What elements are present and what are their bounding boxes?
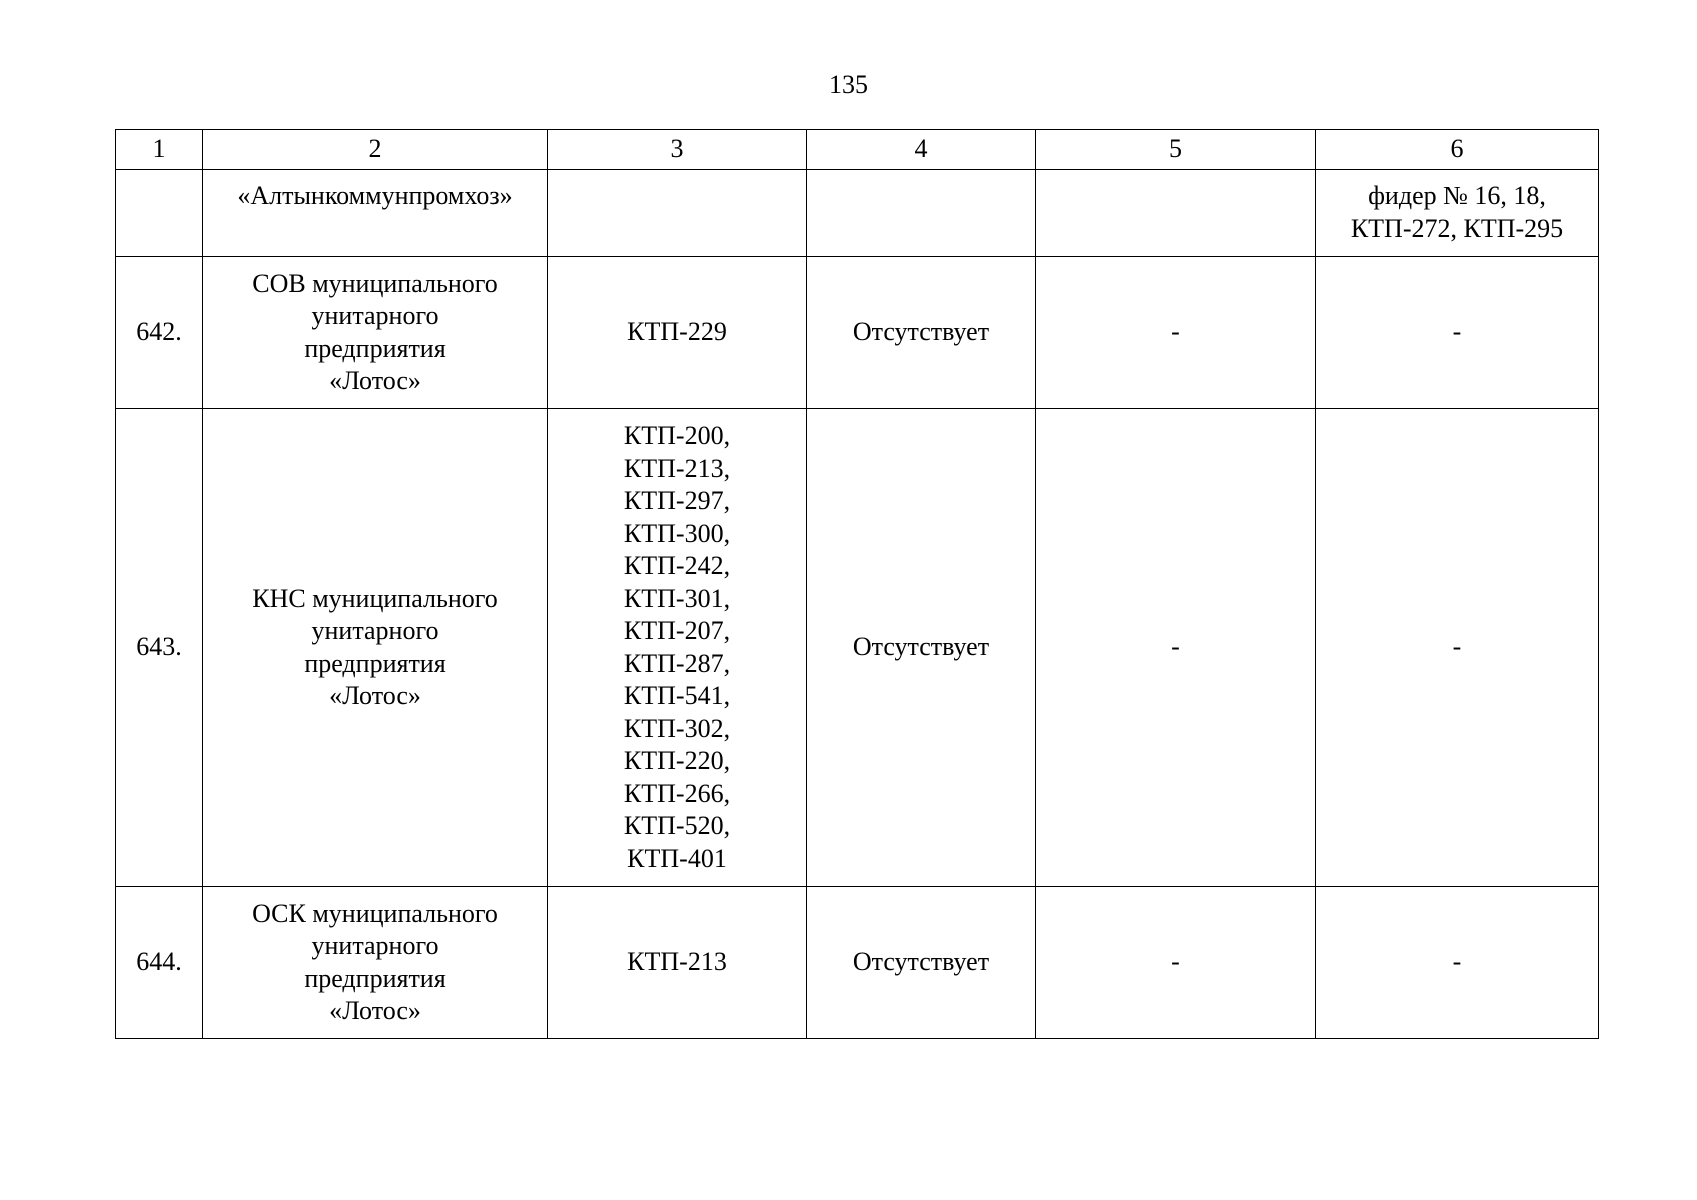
status-cell: Отсутствует: [807, 887, 1036, 1039]
cont-cell-name: «Алтынкоммунпромхоз»: [203, 170, 548, 257]
col5-cell: -: [1036, 257, 1316, 409]
ktp-line: КТП-287,: [623, 648, 731, 678]
ktp-line: КТП-301,: [623, 583, 731, 613]
col5-cell: -: [1036, 409, 1316, 887]
header-cell-4: 4: [807, 130, 1036, 170]
ktp-line: КТП-520,: [623, 811, 731, 840]
object-name-line: унитарного: [311, 931, 439, 960]
header-cell-5: 5: [1036, 130, 1316, 170]
table-row: [116, 409, 1599, 887]
header-cell-6: 6: [1316, 130, 1599, 170]
object-name-line: ОСК муниципального: [252, 898, 498, 928]
ktp-line: КТП-302,: [623, 713, 731, 743]
cont-col6-line: КТП-272, КТП-295: [1350, 213, 1564, 243]
ktp-line: КТП-229: [627, 317, 727, 347]
cont-cell-ktp: [548, 170, 807, 257]
ktp-cell: [548, 409, 807, 887]
object-name-cell: [203, 257, 548, 409]
row-number: 642.: [116, 257, 203, 409]
col6-cell: -: [1316, 887, 1599, 1039]
object-name-cell: [203, 887, 548, 1039]
ktp-line: КТП-300,: [623, 518, 731, 548]
row-number: 643.: [116, 409, 203, 887]
cont-cell-col6: [1316, 170, 1599, 257]
object-name-line: предприятия: [304, 333, 446, 363]
col6-cell: -: [1316, 257, 1599, 409]
cont-cell-col5: [1036, 170, 1316, 257]
header-cell-3: 3: [548, 130, 807, 170]
ktp-line: КТП-242,: [623, 551, 731, 580]
header-cell-1: 1: [116, 130, 203, 170]
ktp-cell: [548, 257, 807, 409]
object-name-line: унитарного: [311, 616, 439, 645]
ktp-line: КТП-220,: [623, 746, 731, 775]
header-cell-2: 2: [203, 130, 548, 170]
object-name-line: «Лотос»: [329, 681, 421, 710]
page-number: 135: [829, 70, 868, 99]
status-cell: Отсутствует: [807, 409, 1036, 887]
cont-col6-line: фидер № 16, 18,: [1368, 181, 1546, 210]
object-name-cell: [203, 409, 548, 887]
object-name-line: «Лотос»: [329, 366, 421, 395]
document-table: [115, 129, 1599, 1039]
object-name-line: унитарного: [311, 301, 439, 330]
object-name-line: КНС муниципального: [252, 583, 498, 613]
col6-cell: -: [1316, 409, 1599, 887]
cont-cell-status: [807, 170, 1036, 257]
table-header-row: [116, 130, 1599, 170]
table-row: [116, 887, 1599, 1039]
col5-cell: -: [1036, 887, 1316, 1039]
status-cell: Отсутствует: [807, 257, 1036, 409]
ktp-line: КТП-200,: [623, 421, 731, 450]
ktp-cell: [548, 887, 807, 1039]
object-name-line: СОВ муниципального: [252, 268, 498, 298]
object-name-line: предприятия: [304, 963, 446, 993]
ktp-line: КТП-207,: [623, 616, 731, 645]
row-number: 644.: [116, 887, 203, 1039]
ktp-line: КТП-213: [627, 947, 727, 977]
cont-cell-num: [116, 170, 203, 257]
table-row-continuation: [116, 170, 1599, 257]
object-name-line: «Лотос»: [329, 996, 421, 1025]
ktp-line: КТП-297,: [623, 486, 731, 515]
ktp-line: КТП-541,: [623, 681, 731, 710]
ktp-line: КТП-213,: [623, 453, 731, 483]
table-row: [116, 257, 1599, 409]
ktp-line: КТП-401: [627, 843, 727, 873]
object-name-line: предприятия: [304, 648, 446, 678]
ktp-line: КТП-266,: [623, 778, 731, 808]
